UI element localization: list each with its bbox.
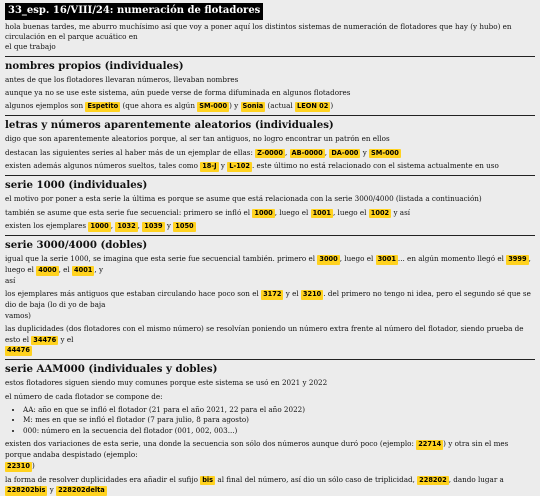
float-tag: 1000	[90, 222, 109, 231]
float-tag: 34476	[33, 335, 57, 344]
section-heading: serie AAM000 (individuales y dobles)	[5, 363, 218, 376]
section-heading: nombres propios (individuales)	[5, 59, 184, 72]
float-tag: 18-J	[202, 162, 217, 171]
float-tag: 22310	[7, 461, 30, 470]
paragraph: destacan las siguientes series al haber más de un ejemplar de ellas: Z-0000 , AB-0000 , DA-000 y SM-000	[5, 147, 399, 157]
section-serie-3000-4000	[5, 235, 535, 356]
float-tag: 228202	[419, 475, 447, 484]
float-tag: SM-000	[199, 102, 228, 111]
number-format-list	[23, 405, 535, 436]
float-tag: 3001	[377, 255, 396, 264]
float-tag: 44476	[7, 346, 30, 355]
float-tag: 1000	[254, 208, 273, 217]
float-tag: LEON 02	[297, 102, 329, 111]
float-tag: DA-000	[331, 148, 359, 157]
section-heading: serie 3000/4000 (dobles)	[5, 239, 148, 252]
paragraph: antes de que los flotadores llevaran números, llevaban nombres	[5, 74, 239, 84]
paragraph: existen además algunos números sueltos, tales como 18-J y L-102 . este último no está relacionado con el sistema actualmente en uso	[5, 161, 499, 171]
paragraph: los ejemplares más antiguos que estaban circulando hace poco son el 3172 y el 3210 . del primero no tengo ni idea, pero el segundo sé que se dio de baja (lo di yo de baja vamos)	[5, 289, 531, 320]
float-tag: SM-000	[371, 148, 399, 157]
float-tag: L-102	[229, 162, 250, 171]
section-heading: serie 1000 (individuales)	[5, 179, 148, 192]
paragraph: el número de cada flotador se compone de:	[5, 391, 163, 401]
float-tag: bis	[202, 475, 214, 484]
float-tag: 1050	[175, 222, 194, 231]
page-title: 33_esp. 16/VIII/24: numeración de flotadores	[5, 3, 263, 20]
float-tag: 4000	[38, 266, 57, 274]
paragraph: existen dos variaciones de esta serie, una donde la secuencia son sólo dos números aunque duró poco (ejemplo: 22714 ) y otra sin el mes porque andaba despistado (ejemplo: 22310 )	[5, 439, 509, 470]
paragraph: igual que la serie 1000, se imagina que esta serie fue secuencial también. primero el 3000 , luego el 3001 ... en algún momento llegó el 3999 , luego el 4000 , el 4001 , y así	[5, 254, 531, 285]
section-serie-aam000	[5, 359, 535, 496]
paragraph: la forma de resolver duplicidades era añadir el sufijo bis al final del número, así dio un sólo caso de triplicidad, 228202 , dando lugar a 228202bis y 228202delta	[5, 474, 504, 495]
paragraph: el motivo por poner a esta serie la última es porque se asume que está relacionada con la serie 3000/4000 (listada a continuación)	[5, 194, 482, 204]
float-tag: 1001	[312, 208, 331, 217]
section-heading: letras y números aparentemente aleatorios (individuales)	[5, 119, 334, 132]
paragraph: algunos ejemplos son Espetito (que ahora es algún SM-000 ) y Sonia (actual LEON 02 )	[5, 101, 334, 111]
float-tag: 3210	[302, 290, 322, 299]
float-tag: Sonia	[242, 102, 264, 111]
float-tag: 3172	[263, 290, 282, 299]
intro-text: hola buenas tardes, me aburro muchísimo así que voy a poner aquí los distintos sistemas de numeración de flotadores que hay (y hubo) en circulación en el parque acuático en el que trabajo	[5, 21, 512, 52]
paragraph: también se asume que esta serie fue secuencial: primero se infló el 1000 , luego el 1001 , luego el 1002 y así	[5, 207, 411, 217]
float-tag: Espetito	[87, 102, 119, 111]
section-aleatorios	[5, 115, 535, 172]
paragraph: aunque ya no se use este sistema, aún puede verse de forma difuminada en algunos flotadores	[5, 88, 351, 97]
float-tag: 3999	[508, 255, 527, 264]
section-nombres-propios	[5, 56, 535, 113]
paragraph: las duplicidades (dos flotadores con el mismo número) se resolvían poniendo un número extra frente al número del flotador, siendo prueba de esto el 34476 y el 44476	[5, 324, 524, 355]
float-tag: 1002	[370, 208, 390, 217]
section-serie-1000	[5, 175, 535, 232]
float-tag: 228202bis	[7, 486, 46, 495]
float-tag: 22714	[418, 440, 442, 449]
paragraph: estos flotadores siguen siendo muy comunes porque este sistema se usó en 2021 y 2022	[5, 378, 328, 388]
list-item: • M: mes en que se infló el flotador (7 para julio, 8 para agosto)	[23, 415, 535, 425]
paragraph: existen los ejemplares 1000 , 1032 , 1039 y 1050	[5, 221, 194, 231]
float-tag: AB-0000	[291, 148, 323, 157]
float-tag: 4001	[74, 266, 93, 274]
list-item: • AA: año en que se infló el flotador (21 para el año 2021, 22 para el año 2022)	[23, 405, 535, 415]
list-item: • 000: número en la secuencia del flotador (001, 002, 003...)	[23, 426, 535, 436]
float-tag: 1039	[144, 222, 163, 231]
float-tag: 1032	[117, 222, 136, 231]
float-tag: 3000	[319, 255, 338, 264]
float-tag: Z-0000	[257, 148, 283, 157]
paragraph: digo que son aparentemente aleatorios porque, al ser tan antiguos, no logro encontrar un patrón en ellos	[5, 134, 390, 144]
float-tag: 228202delta	[58, 486, 105, 495]
